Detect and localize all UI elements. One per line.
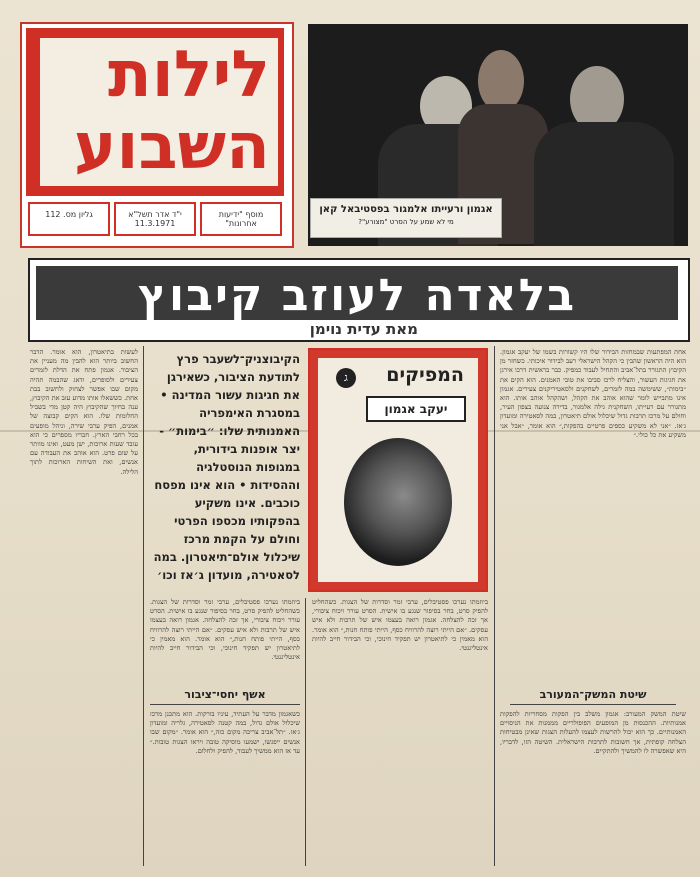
- masthead-info-boxes: [26, 200, 284, 238]
- profile-name: יעקב אגמון: [366, 396, 466, 422]
- column-rule: [305, 598, 306, 866]
- subhead-pr-wizard: אשף יחסי־ציבור: [184, 688, 266, 701]
- subhead-mixed-farm: שיטת המשק־המעורב: [539, 688, 647, 701]
- photo-figure-right-body: [534, 122, 674, 246]
- article-column-center: ביוזמתו נערכו פסטיבלים, ערבי זמר וסדרות של הצגות. כשהחליט להפיק סרט, בחר בסיפור שנגע בו אישית. הסרט עורר ויכוח ציבורי, אך זכה להצלחה. אגמון רואה בעצמו איש של תרבות ולא איש עסקים. ״אם הייתי רוצה להרוויח כסף, הייתי פותח חנות,״ הוא אומר. הוא מאמין כי לתיאטרון יש תפקיד חינוכי, וכי הבידור חייב להיות אינטליגנטי.: [312, 598, 488, 653]
- headline-box: [28, 258, 690, 342]
- portrait-photo: [344, 438, 452, 566]
- article-column-right-bottom: שיטת המשק המעורב: אגמון משלב בין הפקות מסחריות להפקות אמנותיות. ההכנסות מן המופעים הפופולריים מממנות את הניסויים האמנותיים. כך הוא יכול להרשות לעצמו להעלות הצגות שאינן מבטיחות הצלחה קופתית, אך חשובות לתרבות הישראלית. השיטה הזו, לדבריו, היא שאפשרה לו להמשיך ולהתקיים.: [500, 710, 686, 755]
- photo-caption: [310, 198, 502, 238]
- issue-date: י"ד אדר תשל"א 11.3.1971: [114, 202, 196, 236]
- masthead-title-line1: לילות: [108, 38, 270, 112]
- article-column-right-top: אחת המפתעות שבמחזות הבידור שלו היו קשורות בשמו של יעקב אגמון. הוא היה הראשון שהבין כי הקהל הישראלי רעב לבידור איכותי. כשחזר מן הקיבוץ התגורר בתל־אביב והתחיל לעבוד כמפיק. כבר בראשית דרכו אירגן את חגיגות העשור, והצליח לרכז סביבו את טובי האמנים. הוא הקים את ״בימות״, ששימשה במה לזמרים, לשחקנים ולסאטיריקנים צעירים. אגמון אינו מתבייש לומר שהוא אוהב את הקהל, ושהקהל אוהב אותו. הוא מתגורר עם רעייתו, השחקנית גילה אלמגור, בדירה צנועה בצפון העיר, וחולם על מרכז תרבות גדול שיכלול אולם תיאטרון, במה לסאטירה ומועדון ג׳אז. ״אני לא משקיע כספים פרטיים בהפקות,״ הוא אומר, ״אבל אני משקיע את כל כולי.״: [500, 348, 686, 439]
- article-column-mid-left-bottom: כשאגמון מדבר על העתיד, עיניו בורקות. הוא מתכנן מרכז שיכלול אולם גדול, במה קטנה לסאטירה, גלריה ומועדון ג׳אז. ״תל־אביב צריכה מקום כזה,״ הוא אומר. ״מקום שבו אנשים ייפגשו, ישמעו מוסיקה טובה ויראו הצגות טובות.״ עד אז הוא ממשיך לעבוד, להפיק ולחלום.: [150, 710, 300, 755]
- photo-caption-sub: מי לא שמע על הסרט "מצורע"?: [358, 218, 454, 226]
- masthead: [20, 22, 294, 248]
- intro-summary: הקיבוצניק־לשעבר פרץ לתודעת הציבור, כשאירגן את חגיגות עשור המדינה • במסגרת האימפריה האמנותית שלו: ״בימות״ - יצר אופנות בידורית, במגופות הנוסטלגיה וההסידות • הוא אינו מפסח כוכבים. אינו משקיע בהפקותיו מכספו הפרטי וחולם על הקמת מרכז שיכלול אולם־תיאטרון. במה לסאטירה, מועדון ג׳אז וכו׳: [153, 352, 300, 582]
- masthead-red-block: [26, 28, 284, 196]
- column-rule: [494, 346, 495, 866]
- masthead-title-line2: השבוע: [73, 110, 270, 184]
- column-rule: [143, 346, 144, 866]
- photo-figure-woman: [478, 50, 524, 112]
- photo-caption-main: אגמון ורעייתו אלמגור בפסטיבאל קאן: [319, 204, 493, 215]
- subhead-rule: [150, 704, 300, 705]
- masthead-inner: [40, 38, 278, 186]
- profile-inner: [318, 358, 478, 582]
- supplement-label: מוסף "ידיעות אחרונות": [200, 202, 282, 236]
- profile-number-badge: ג: [336, 368, 356, 388]
- headline-byline: מאת עדית נוימן: [309, 320, 418, 338]
- profile-box: [308, 348, 488, 592]
- headline-title: בלאדה לעוזב קיבוץ: [137, 270, 577, 321]
- subhead-rule: [510, 704, 676, 705]
- issue-number: גליון מס. 112: [28, 202, 110, 236]
- article-column-mid-left: ביוזמתו נערכו פסטיבלים, ערבי זמר וסדרות של הצגות. כשהחליט להפיק סרט, בחר בסיפור שנגע בו אישית. הסרט עורר ויכוח ציבורי, אך זכה להצלחה. אגמון רואה בעצמו איש של תרבות ולא איש עסקים. ״אם הייתי רוצה להרוויח כסף, הייתי פותח חנות,״ הוא אומר. הוא מאמין כי לתיאטרון יש תפקיד חינוכי, וכי הבידור חייב להיות אינטליגנטי.: [150, 598, 300, 662]
- headline-bar: [36, 266, 678, 320]
- profile-title: המפיקים: [386, 364, 464, 386]
- article-column-left: לעשות בתיאטרון, הוא אומר. הדבר החשוב ביותר הוא להבין מה מעניין את הציבור. אגמון פתח את הדלת לזמרים צעירים ולסופרים, ודאג שהבמה תהיה מקום שבו אפשר לצחוק ולחשוב בבת אחת. כששאלו אותו מדוע עזב את הקיבוץ, ענה בחיוך שהקיבוץ היה קטן מדי בשביל החלומות שלו. הוא הקים קבוצה של אמנים, הפיק ערבי שירה, וניהל מופעים בכל רחבי הארץ. חבריו מספרים כי הוא עובד שעות ארוכות, ישן מעט, ואינו מוותר על שום פרט. הוא אוהב את העבודה עם אנשים, ואת השיחות הארוכות לתוך הלילה.: [30, 348, 138, 476]
